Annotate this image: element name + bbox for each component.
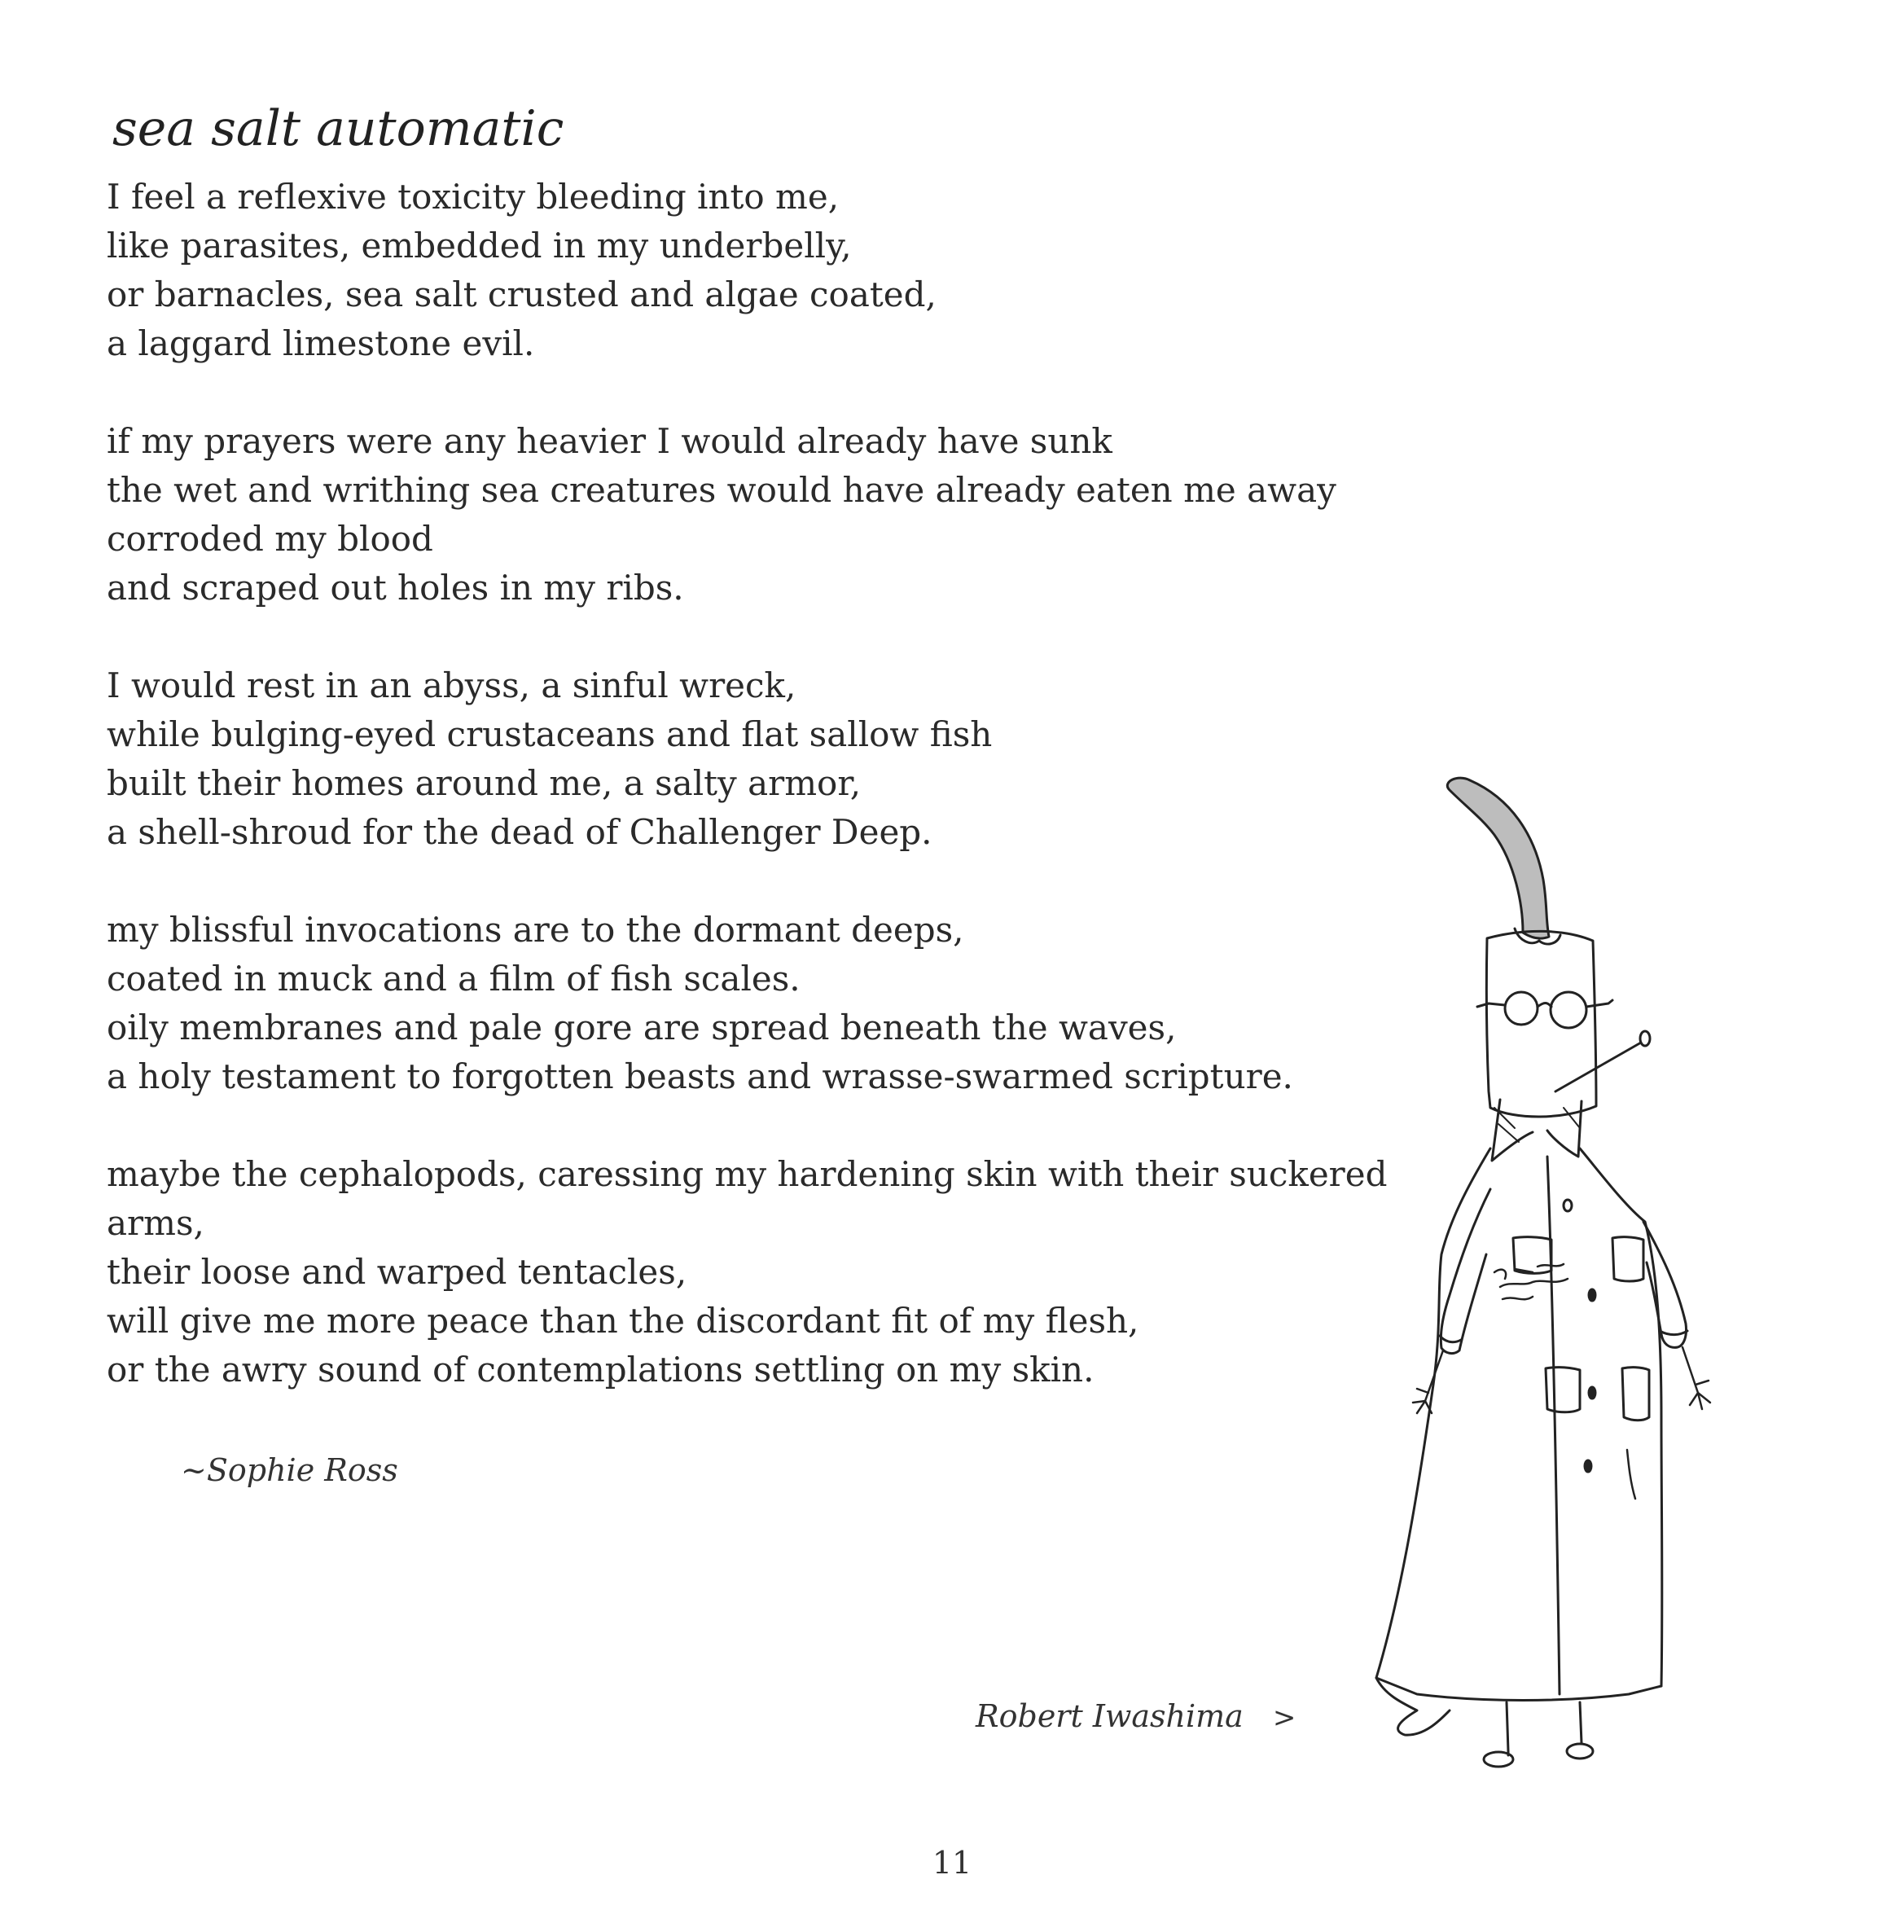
poem-line: the wet and writhing sea creatures would have already eaten me away: [107, 470, 1336, 510]
stanza-2: [107, 417, 1377, 613]
poem-body: [107, 173, 1388, 1443]
coat-hem: [1376, 1678, 1450, 1735]
poem-line: built their homes around me, a salty armor,: [107, 763, 862, 803]
coat-button: [1585, 1460, 1591, 1472]
page-number: 11: [932, 1845, 972, 1881]
poem-line: oily membranes and pale gore are spread beneath the waves,: [107, 1008, 1177, 1047]
left-foot: [1484, 1752, 1513, 1767]
glasses-arm-left: [1477, 1003, 1505, 1007]
name-tag-scribble: [1494, 1264, 1568, 1299]
poem-author: ~Sophie Ross: [181, 1452, 398, 1488]
coat-button: [1589, 1387, 1595, 1399]
right-hand: [1682, 1347, 1710, 1409]
right-cuff: [1661, 1331, 1687, 1335]
left-arm: [1441, 1189, 1490, 1354]
chest-pocket-left: [1513, 1237, 1551, 1274]
artist-name: Robert Iwashima: [976, 1698, 1244, 1734]
poem-line: a shell-shroud for the dead of Challenger Deep.: [107, 812, 932, 852]
thermometer: [1555, 1043, 1641, 1091]
poem-line: a holy testament to forgotten beasts and wrasse-swarmed scripture.: [107, 1056, 1293, 1096]
poem-line: their loose and warped tentacles,: [107, 1252, 687, 1292]
coat-left-edge: [1376, 1148, 1661, 1701]
coat-fold: [1627, 1450, 1635, 1499]
lower-pocket-right: [1622, 1368, 1649, 1420]
poem-line: maybe the cephalopods, caressing my hardening skin with their suckered: [107, 1154, 1388, 1194]
glasses-left-lens: [1505, 992, 1538, 1025]
pepper-stem: [1447, 778, 1549, 938]
stanza-3: [107, 661, 1377, 857]
poem-line: a laggard limestone evil.: [107, 323, 535, 363]
poem-line: corroded my blood: [107, 519, 433, 559]
glasses-right-lens: [1551, 992, 1586, 1028]
pepper-doctor-illustration: [1319, 766, 1808, 1808]
poem-line: coated in muck and a film of fish scales.: [107, 959, 801, 999]
poem-line: or barnacles, sea salt crusted and algae coated,: [107, 274, 937, 314]
poem-line: my blissful invocations are to the dormant deeps,: [107, 910, 964, 950]
thermometer-tip: [1640, 1031, 1650, 1046]
poem-line: if my prayers were any heavier I would already have sunk: [107, 421, 1112, 461]
glasses-arm-right: [1586, 1000, 1612, 1007]
poem-title: sea salt automatic: [112, 100, 564, 157]
right-foot: [1567, 1744, 1593, 1759]
glasses-bridge: [1538, 1003, 1551, 1008]
poem-line: and scraped out holes in my ribs.: [107, 568, 684, 608]
poem-line: I would rest in an abyss, a sinful wreck,: [107, 665, 796, 705]
collar-left: [1492, 1100, 1533, 1161]
poem-line: like parasites, embedded in my underbelly,: [107, 226, 852, 266]
right-leg: [1580, 1702, 1582, 1743]
poem-line: will give me more peace than the discordant fit of my flesh,: [107, 1301, 1139, 1341]
lower-pocket-left: [1546, 1368, 1580, 1412]
poem-line: arms,: [107, 1203, 204, 1243]
poem-line: while bulging-eyed crustaceans and flat sallow fish: [107, 714, 993, 754]
left-leg: [1507, 1702, 1508, 1755]
coat-center: [1547, 1157, 1560, 1694]
poem-line: I feel a reflexive toxicity bleeding into me,: [107, 177, 840, 217]
chest-pocket-right: [1612, 1237, 1643, 1281]
art-credit: [976, 1696, 1296, 1738]
left-cuff: [1440, 1336, 1461, 1342]
coat-button: [1589, 1289, 1595, 1301]
stanza-5: [107, 1150, 1388, 1394]
stanza-4: [107, 906, 1377, 1101]
coat-button: [1564, 1200, 1572, 1211]
left-hand: [1413, 1350, 1443, 1413]
poem-line: or the awry sound of contemplations settling on my skin.: [107, 1350, 1095, 1390]
arrow-right-icon: >: [1272, 1701, 1296, 1734]
stanza-1: [107, 173, 1377, 368]
illustration-drawing: [1319, 766, 1808, 1808]
